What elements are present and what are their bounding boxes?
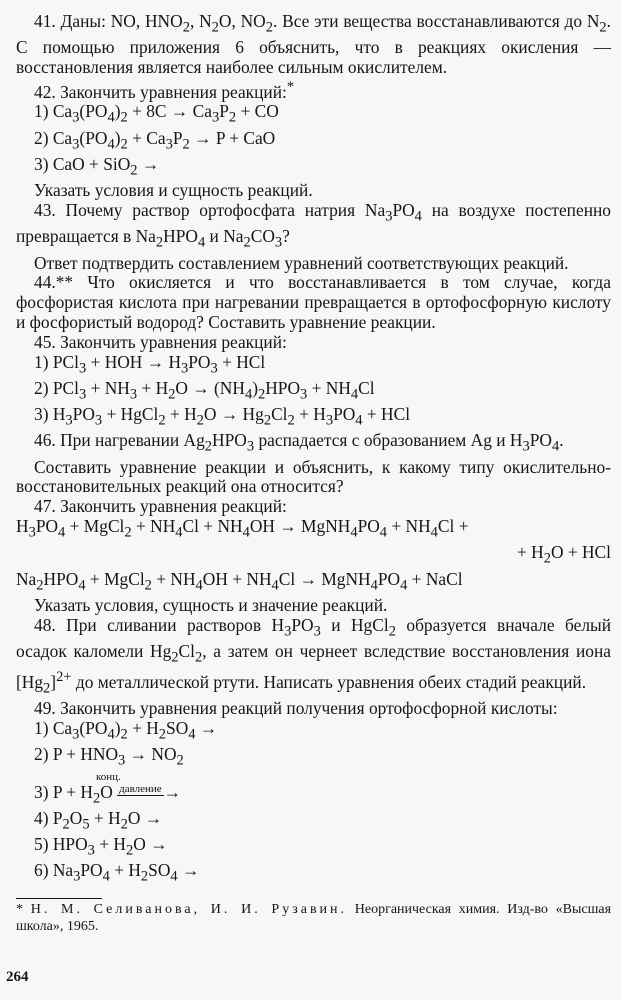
paragraph-49: 49. Закончить уравнения реакций получения ортофосфорной кислоты: — [34, 698, 558, 719]
paragraph-44: 44.** Что окисляется и что восстанавливается в том случае, когда фосфористая кислота при нагревании превращается в ортофосфорную кислоту и фосфористый водород? Составить уравнение реакции. — [16, 272, 611, 332]
paragraph-47: 47. Закончить уравнения реакций: — [34, 496, 287, 517]
equation-47-2: $Na_2HPO_4$ + MgCl$_2$ + $NH_4OH + NH_4Cl$ → $MgNH_4PO_4$ + NaCl — [16, 568, 463, 594]
footnote — [16, 901, 611, 935]
paragraph-45: 45. Закончить уравнения реакций: — [34, 331, 287, 352]
paragraph-46-note: Составить уравнение реакции и объяснить, к какому типу окислительно-восстановительных реакций она относится? — [16, 456, 611, 497]
paragraph-46: 46. При нагревании $Ag_2HPO_3$ распадается с образованием Ag и $H_3PO_4$. — [34, 430, 564, 455]
footnote-text: Неорганическая химия. Изд-во «Высшая школа», 1965. — [16, 901, 612, 934]
equation-49-4: 4) $P_2O_5 + H_2O$ → — [34, 807, 163, 833]
equation-45-3: 3) $H_3PO_3$ + HgCl$_2$ + $H_2O \to Hg_2Cl_2 + H_3PO_4$ + HCl — [34, 404, 411, 429]
equation-49-5: 5) $HPO_3 + H_2O$ → — [34, 834, 168, 859]
equation-45-2: 2) $PCl_3 + NH_3 + H_2O \to (NH_4)_2HPO_3 + NH_4Cl$ — [34, 377, 375, 403]
footnote-marker: * — [16, 901, 23, 917]
equation-49-3: 3) $P + H_2O$ давление → — [34, 781, 182, 806]
equation-49-2: 2) $P + HNO_3 \to NO_2$ — [34, 744, 184, 769]
paragraph-43-note: Ответ подтвердить составлением уравнений соответствующих реакций. — [34, 252, 569, 273]
equation-49-6: 6) $Na_3PO_4 + H_2SO_4$ → — [34, 860, 200, 885]
equation-45-1: 1) PCl$_3$ + HOH → $H_3PO_3$ + HCl — [34, 351, 266, 377]
equation-42-3: 3) CaO + SiO$_2$ → — [34, 153, 160, 179]
equation-42-1: 1) $Ca_3(PO_4)_2 + 8C \to Ca_3P_2$ + CO — [34, 101, 279, 126]
paragraph-43: 43. Почему раствор ортофосфата натрия $Na_3PO_4$ на воздухе постепенно превращается в $Na_2HPO_4$ и $Na_2CO_3$? — [16, 200, 612, 251]
equation-49-1: 1) $Ca_3(PO_4)_2 + H_2SO_4$ → — [34, 718, 218, 743]
footnote-divider — [16, 898, 102, 899]
equation-47-1-cont: + $H_2O$ + HCl — [516, 542, 611, 567]
paragraph-42: 42. Закончить уравнения реакций:* — [34, 78, 295, 102]
paragraph-48: 48. При сливании растворов $H_3PO_3$ и HgCl$_2$ образуется вначале белый осадок каломели $Hg_2Cl_2$, а затем он чернеет вследствие восстановления иона $[Hg_2]^{2+}$ до металлической ртути. Написать уравнения обеих стадий реакций. — [16, 614, 611, 697]
equation-47-1: $H_3PO_4$ + MgCl$_2$ + $NH_4Cl + NH_4OH$ → $MgNH_4PO_4 + NH_4Cl$ + — [16, 516, 469, 541]
paragraph-42-note: Указать условия и сущность реакций. — [34, 180, 313, 201]
footnote-authors: Н. М. Селиванова, И. И. Рузавин. — [30, 901, 348, 917]
paragraph-47-note: Указать условия, сущность и значение реакций. — [34, 594, 388, 615]
paragraph-41: 41. Даны: NO, $HNO_2$, $N_2O$, $NO_2$. Все эти вещества восстанавливаются до $N_2$. С помощью приложения 6 объяснить, что в реакциях окисления — восстановления является наиболее сильным окислителем. — [16, 11, 611, 78]
page-number: 264 — [6, 969, 29, 985]
konts-label: конц. — [96, 770, 121, 783]
equation-42-2: 2) $Ca_3(PO_4)_2 + Ca_3P_2 \to P$ + CaO — [34, 127, 276, 153]
